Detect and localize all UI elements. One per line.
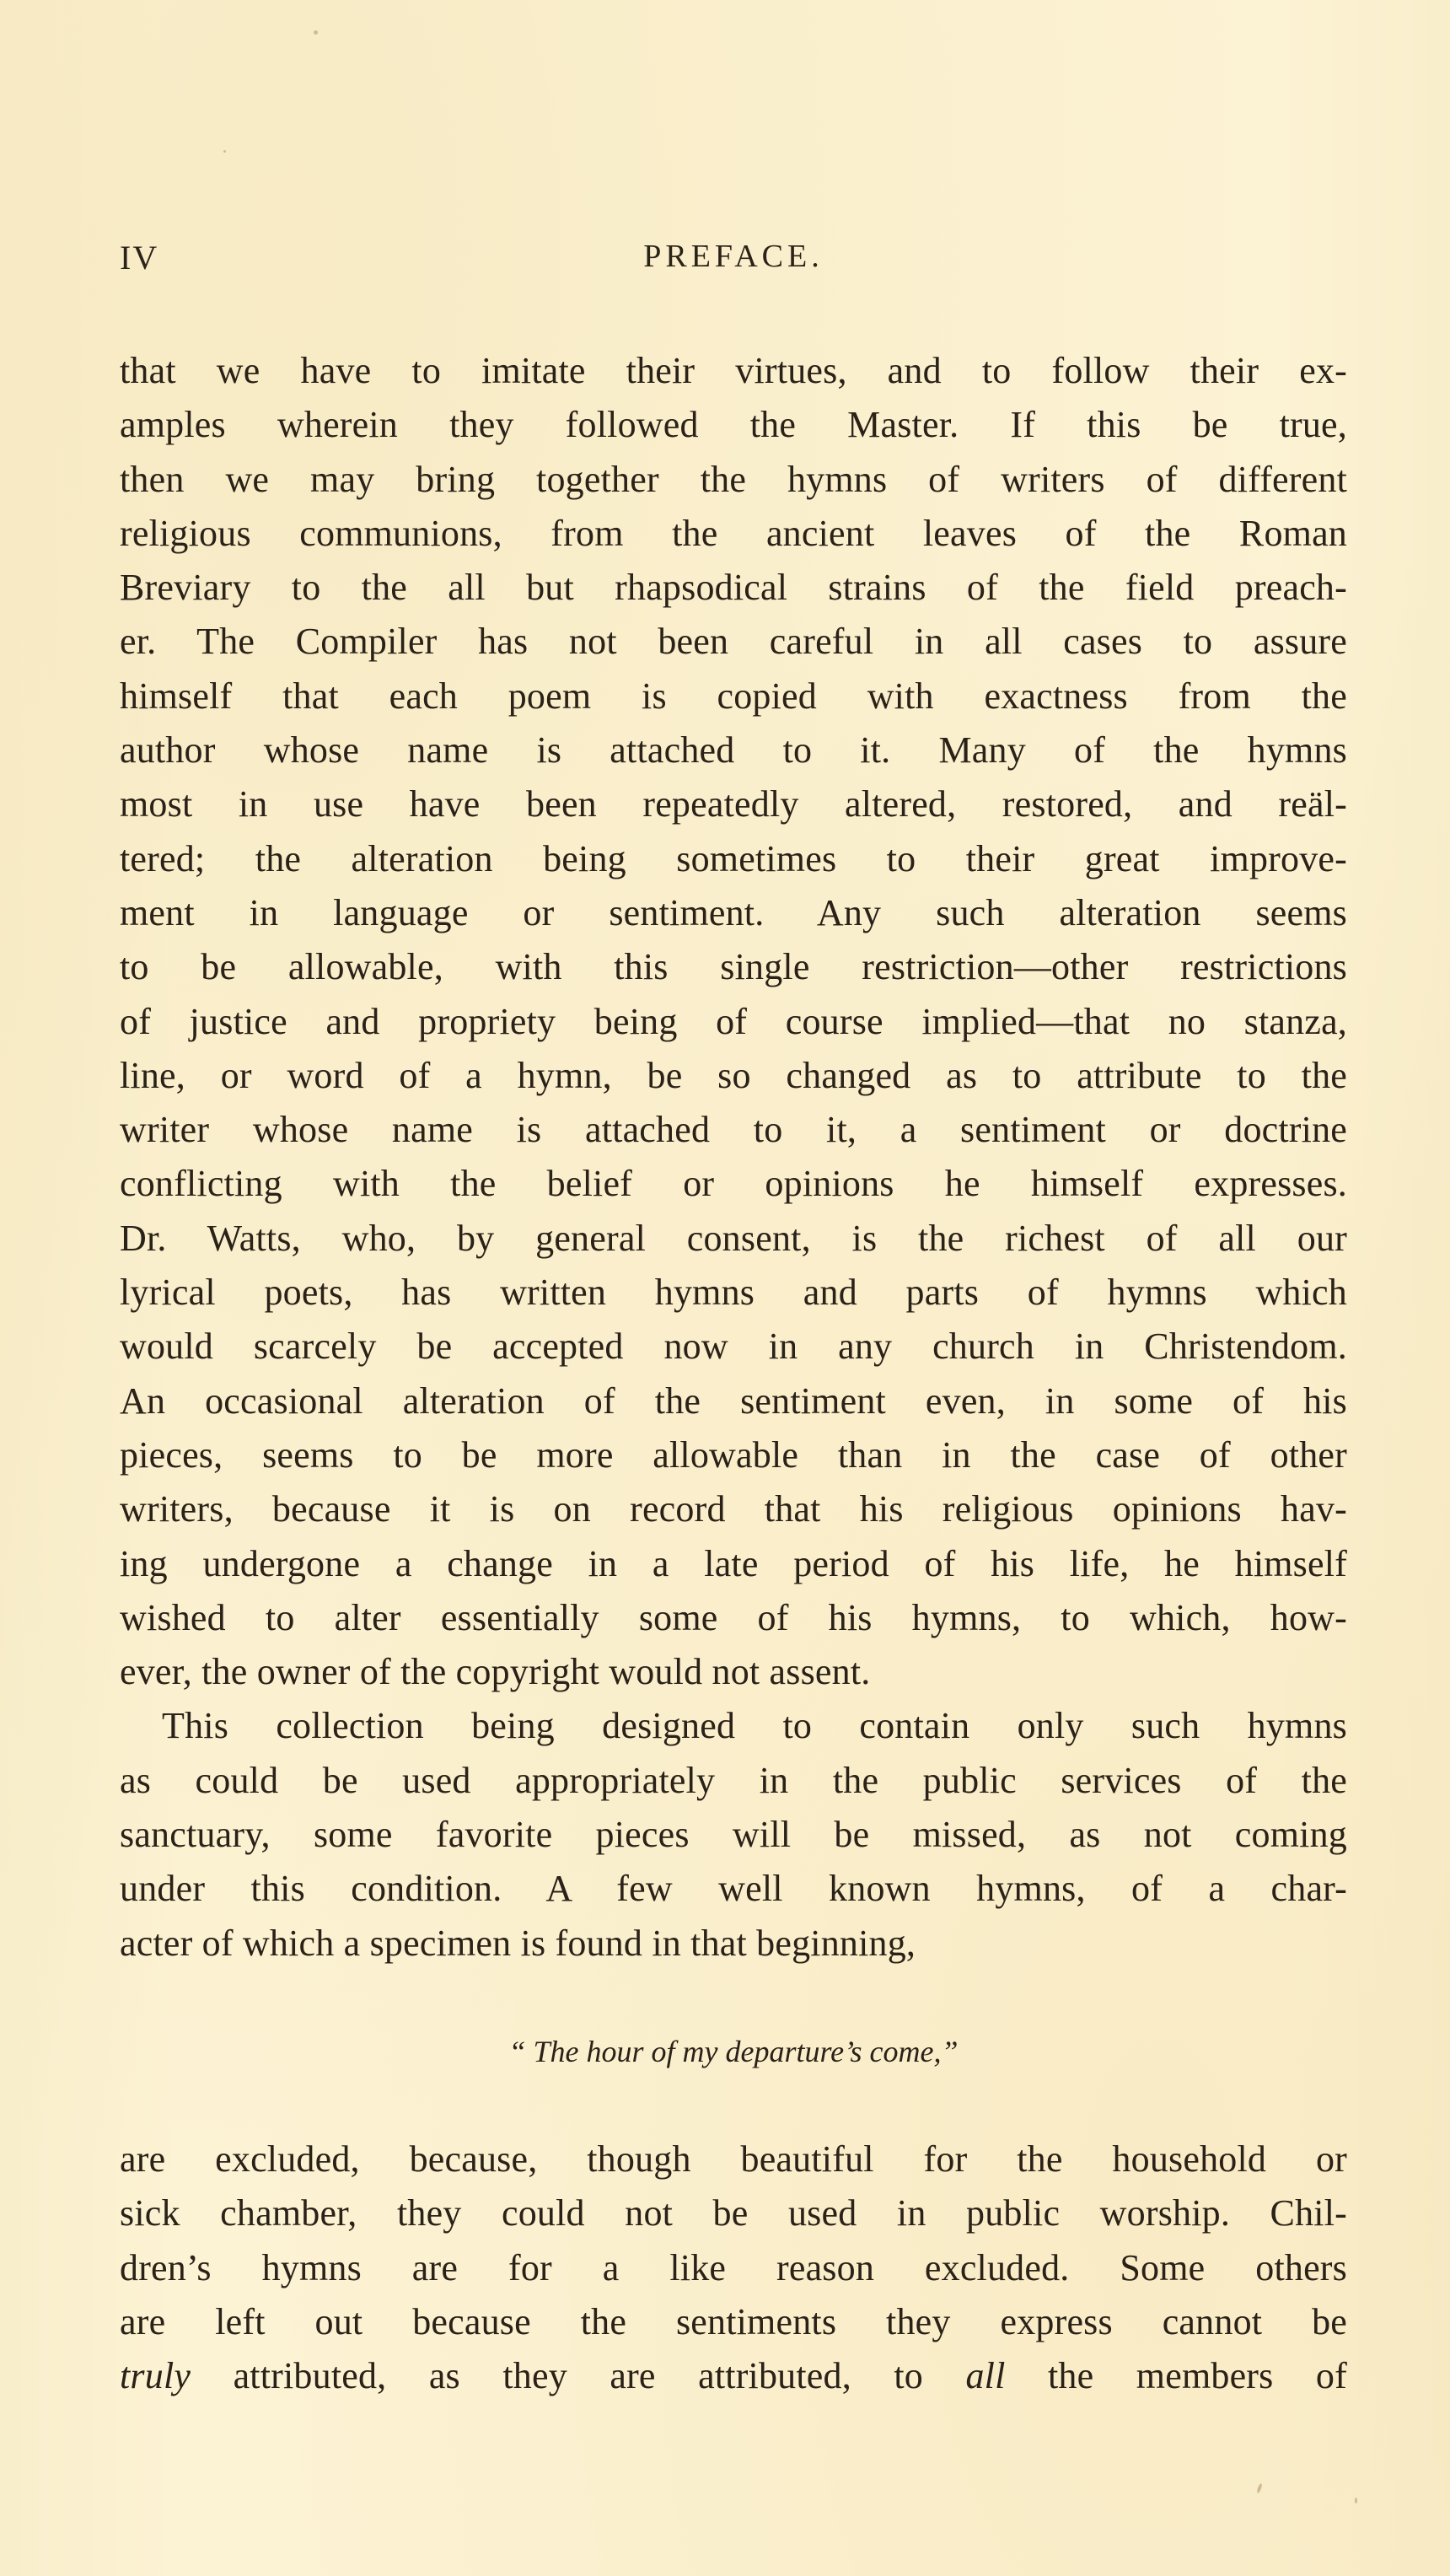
emphasis-truly: truly (120, 2355, 191, 2397)
text-line: himself that each poem is copied with exactness from the (120, 675, 1347, 717)
text-line: to be allowable, with this single restriction—other restrictions (120, 946, 1347, 988)
text-line: ever, the owner of the copyright would not assent. (120, 1651, 871, 1693)
text-line: writers, because it is on record that his religious opinions hav- (120, 1488, 1347, 1530)
page-number: IV (120, 239, 159, 277)
text-run: attributed, as they are attributed, to (191, 2355, 966, 2397)
text-line: lyrical poets, has written hymns and parts of hymns which (120, 1272, 1347, 1314)
text-line: pieces, seems to be more allowable than in the case of other (120, 1433, 1347, 1476)
hymn-quotation: “ The hour of my departure’s come,” (508, 2034, 959, 2068)
text-line: dren’s hymns are for a like reason excluded. Some others (120, 2246, 1347, 2288)
text-line: wished to alter essentially some of his hymns, to which, how- (120, 1596, 1347, 1638)
text-line: religious communions, from the ancient leaves of the Roman (120, 512, 1347, 554)
text-line: Breviary to the all but rhapsodical strains of the field preach- (120, 567, 1347, 609)
text-line: acter of which a specimen is found in that beginning, (120, 1922, 916, 1964)
paper-speck (223, 150, 226, 153)
text-line: that we have to imitate their virtues, and to follow their ex- (120, 350, 1347, 391)
text-line: Dr. Watts, who, by general consent, is the richest of all our (120, 1217, 1347, 1259)
text-line: conflicting with the belief or opinions he himself expresses. (120, 1163, 1347, 1205)
text-line: author whose name is attached to it. Many of the hymns (120, 729, 1347, 772)
text-line: would scarcely be accepted now in any church in Christendom. (120, 1326, 1347, 1368)
paper-speck (1256, 2483, 1263, 2494)
text-line: line, or word of a hymn, be so changed as to attribute to the (120, 1054, 1347, 1096)
text-line: sanctuary, some favorite pieces will be missed, as not coming (120, 1814, 1347, 1856)
text-line (120, 2349, 1347, 2403)
text-line: writer whose name is attached to it, a sentiment or doctrine (120, 1109, 1347, 1151)
text-run: the members of (1005, 2355, 1347, 2397)
text-line: amples wherein they followed the Master. If this be true, (120, 404, 1347, 446)
text-line: ment in language or sentiment. Any such alteration seems (120, 891, 1347, 933)
paper-speck (314, 30, 318, 35)
paragraph (120, 1699, 1347, 1970)
emphasis-all: all (965, 2355, 1006, 2397)
text-line: of justice and propriety being of course implied—that no stanza, (120, 1000, 1347, 1042)
body-text (120, 344, 1347, 2403)
text-line: sick chamber, they could not be used in public worship. Chil- (120, 2192, 1347, 2235)
text-line: An occasional alteration of the sentiment even, in some of his (120, 1379, 1347, 1422)
running-title: PREFACE. (643, 239, 824, 274)
paragraph (120, 344, 1347, 1699)
text-line: then we may bring together the hymns of writers of different (120, 458, 1347, 500)
paragraph (120, 2132, 1347, 2403)
text-line: as could be used appropriately in the public services of the (120, 1759, 1347, 1801)
text-line: are excluded, because, though beautiful for the household or (120, 2138, 1347, 2180)
text-line: tered; the alteration being sometimes to their great improve- (120, 837, 1347, 879)
text-line: ing undergone a change in a late period of his life, he himself (120, 1542, 1347, 1584)
running-head (120, 238, 1347, 280)
text-line: most in use have been repeatedly altered, restored, and reäl- (120, 783, 1347, 826)
text-line: This collection being designed to contain only such hymns (162, 1705, 1347, 1747)
paper-speck (1355, 2498, 1357, 2503)
text-line: are left out because the sentiments they express cannot be (120, 2300, 1347, 2342)
text-line: under this condition. A few well known hymns, of a char- (120, 1868, 1347, 1910)
text-line: er. The Compiler has not been careful in all cases to assure (120, 621, 1347, 663)
